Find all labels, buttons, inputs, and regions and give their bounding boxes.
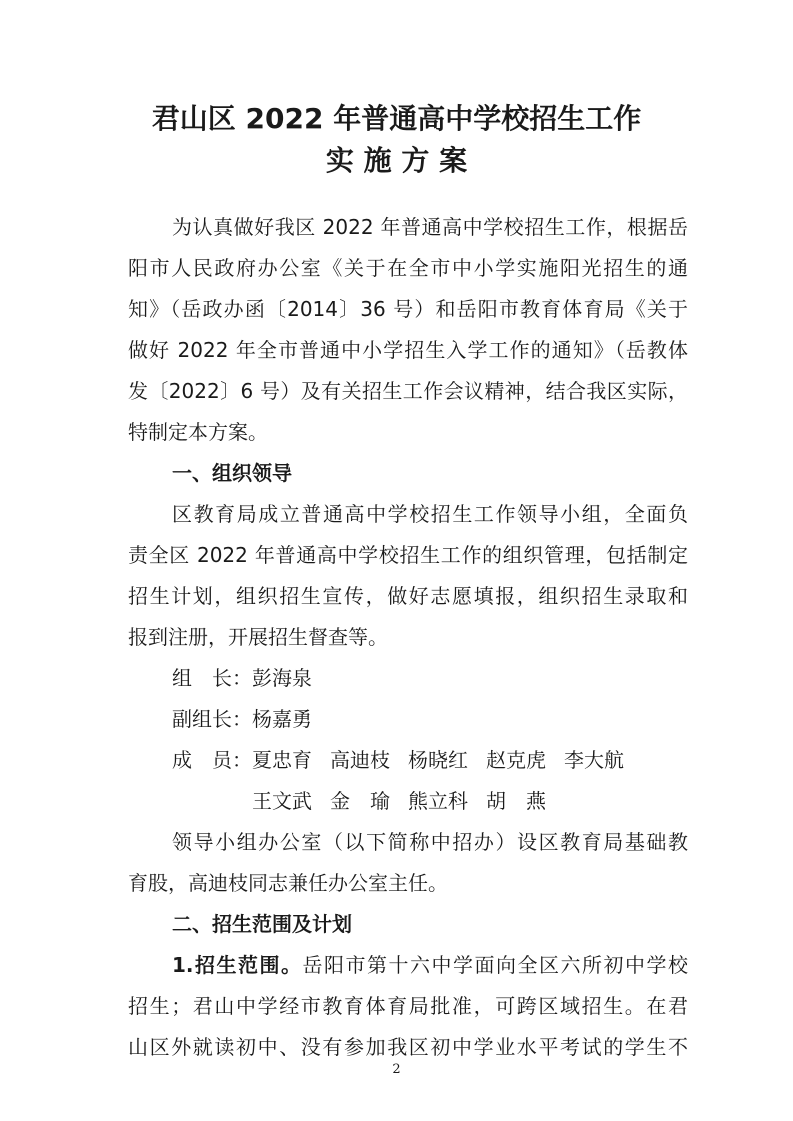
- intro-line: 发〔2022〕6 号）及有关招生工作会议精神，结合我区实际，: [128, 379, 688, 403]
- member-name: 高迪枝: [330, 748, 390, 772]
- section-2-heading: 二、招生范围及计划: [172, 912, 352, 936]
- scope-first-line: [172, 951, 688, 979]
- scope-line: 山区外就读初中、没有参加我区初中学业水平考试的学生不: [128, 1035, 688, 1059]
- section-1-body-line: 招生计划，组织招生宣传，做好志愿填报，组织招生录取和: [128, 584, 688, 608]
- deputy-label: 副组长：: [172, 707, 252, 731]
- leader-name: 彭海泉: [252, 666, 312, 690]
- members-row-1: [172, 746, 732, 774]
- scope-text: 岳阳市第十六中学面向全区六所初中学校: [302, 953, 689, 977]
- member-name: 夏忠育: [252, 748, 312, 772]
- intro-line: 阳市人民政府办公室《关于在全市中小学实施阳光招生的通: [128, 256, 688, 280]
- scope-line: 招生；君山中学经市教育体育局批准，可跨区域招生。在君: [128, 994, 688, 1018]
- member-name: 熊立科: [408, 789, 468, 813]
- title-line-2: 实 施 方 案: [325, 144, 468, 177]
- member-name: 赵克虎: [486, 748, 546, 772]
- member-name: 杨晓红: [408, 748, 468, 772]
- section-1-body-line: 责全区 2022 年普通高中学校招生工作的组织管理，包括制定: [128, 543, 688, 567]
- intro-line: 做好 2022 年全市普通中小学招生入学工作的通知》（岳教体: [128, 338, 688, 362]
- intro-line: 特制定本方案。: [128, 420, 268, 444]
- leader-row: [172, 664, 732, 692]
- deputy-row: [172, 705, 732, 733]
- title-line-1: 君山区 2022 年普通高中学校招生工作: [151, 102, 642, 135]
- intro-line: 为认真做好我区 2022 年普通高中学校招生工作，根据岳: [172, 215, 688, 239]
- member-name: 金 瑜: [330, 789, 390, 813]
- section-1-body-line: 区教育局成立普通高中学校招生工作领导小组，全面负: [172, 502, 688, 526]
- leader-label: 组 长：: [172, 666, 252, 690]
- member-name: 王文武: [252, 789, 312, 813]
- member-name: 李大航: [564, 748, 624, 772]
- members-label: 成 员：: [172, 748, 252, 772]
- office-line: 育股，高迪枝同志兼任办公室主任。: [128, 871, 448, 895]
- page-number: 2: [392, 1062, 401, 1077]
- office-line: 领导小组办公室（以下简称中招办）设区教育局基础教: [172, 830, 688, 854]
- intro-line: 知》（岳政办函〔2014〕36 号）和岳阳市教育体育局《关于: [128, 297, 688, 321]
- member-name: 胡 燕: [486, 789, 546, 813]
- section-1-body-line: 报到注册，开展招生督查等。: [128, 625, 388, 649]
- deputy-name: 杨嘉勇: [252, 707, 312, 731]
- section-1-heading: 一、组织领导: [172, 461, 292, 485]
- scope-label: 1.招生范围。: [172, 953, 303, 977]
- members-row-2: [252, 787, 793, 815]
